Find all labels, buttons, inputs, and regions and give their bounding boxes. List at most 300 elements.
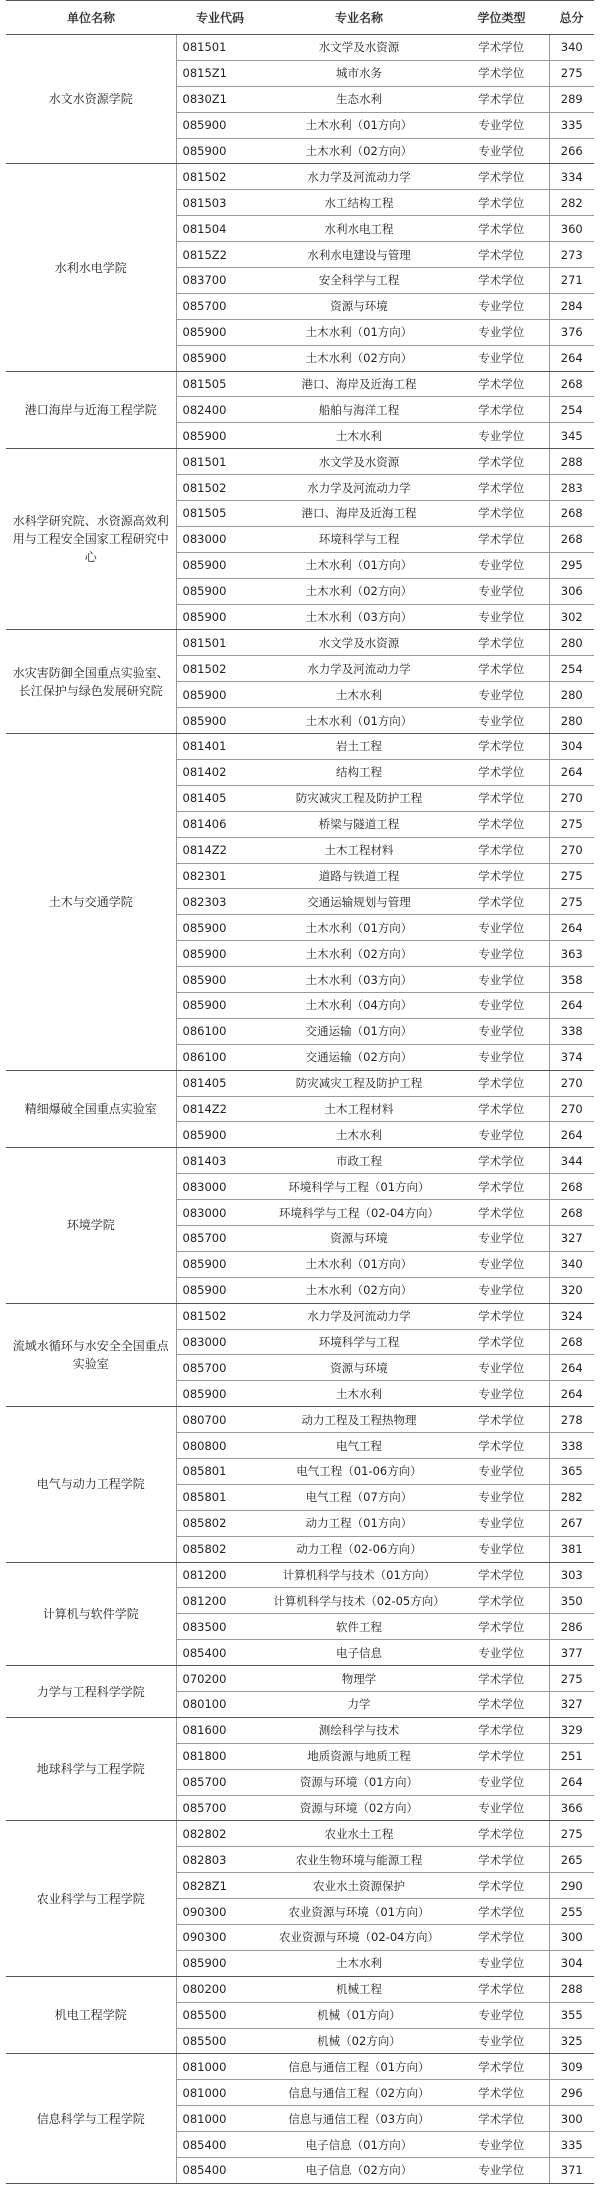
- degree-type-cell: 专业学位: [454, 345, 549, 371]
- table-header-row: [6, 1, 594, 35]
- degree-type-cell: 专业学位: [454, 1381, 549, 1407]
- major-name-cell: 水力学及河流动力学: [264, 475, 454, 501]
- total-score-cell: 340: [549, 1251, 594, 1277]
- total-score-cell: 338: [549, 1018, 594, 1044]
- total-score-cell: 329: [549, 1717, 594, 1743]
- table-row: [6, 630, 594, 656]
- major-code-cell: 085900: [176, 552, 264, 578]
- degree-type-cell: 专业学位: [454, 2002, 549, 2028]
- total-score-cell: 300: [549, 2106, 594, 2132]
- total-score-cell: 275: [549, 863, 594, 889]
- total-score-cell: 264: [549, 992, 594, 1018]
- degree-type-cell: 学术学位: [454, 1899, 549, 1925]
- total-score-cell: 325: [549, 2028, 594, 2054]
- major-code-cell: 085400: [176, 1640, 264, 1666]
- total-score-cell: 264: [549, 1381, 594, 1407]
- major-code-cell: 081406: [176, 811, 264, 837]
- total-score-cell: 275: [549, 1666, 594, 1692]
- total-score-cell: 295: [549, 552, 594, 578]
- major-name-cell: 土木水利: [264, 1122, 454, 1148]
- major-code-cell: 085900: [176, 578, 264, 604]
- total-score-cell: 371: [549, 2158, 594, 2184]
- major-name-cell: 信息与通信工程（02方向）: [264, 2080, 454, 2106]
- major-name-cell: 地质资源与地质工程: [264, 1743, 454, 1769]
- unit-name-cell: 地球科学与工程学院: [6, 1717, 176, 1821]
- major-name-cell: 水力学及河流动力学: [264, 656, 454, 682]
- major-code-cell: 0830Z1: [176, 86, 264, 112]
- major-name-cell: 农业资源与环境（02-04方向）: [264, 1925, 454, 1951]
- major-name-cell: 土木水利（02方向）: [264, 345, 454, 371]
- major-code-cell: 085900: [176, 423, 264, 449]
- degree-type-cell: 学术学位: [454, 1303, 549, 1329]
- major-code-cell: 081000: [176, 2080, 264, 2106]
- degree-type-cell: 专业学位: [454, 1795, 549, 1821]
- major-name-cell: 水力学及河流动力学: [264, 164, 454, 190]
- major-code-cell: 085900: [176, 992, 264, 1018]
- major-code-cell: 083000: [176, 526, 264, 552]
- degree-type-cell: 学术学位: [454, 190, 549, 216]
- degree-type-cell: 学术学位: [454, 86, 549, 112]
- table-body: [6, 35, 594, 2184]
- unit-name-cell: 流域水循环与水安全全国重点实验室: [6, 1303, 176, 1407]
- degree-type-cell: 学术学位: [454, 1148, 549, 1174]
- table-row: [6, 449, 594, 475]
- total-score-cell: 275: [549, 811, 594, 837]
- table-row: [6, 1666, 594, 1692]
- major-name-cell: 船舶与海洋工程: [264, 397, 454, 423]
- unit-name-cell: 水灾害防御全国重点实验室、长江保护与绿色发展研究院: [6, 630, 176, 734]
- total-score-cell: 266: [549, 138, 594, 164]
- degree-type-cell: 学术学位: [454, 1096, 549, 1122]
- major-code-cell: 085900: [176, 319, 264, 345]
- total-score-cell: 350: [549, 1588, 594, 1614]
- major-name-cell: 市政工程: [264, 1148, 454, 1174]
- major-name-cell: 土木水利: [264, 423, 454, 449]
- major-code-cell: 090300: [176, 1925, 264, 1951]
- header-unit: 单位名称: [6, 1, 176, 35]
- total-score-cell: 270: [549, 1070, 594, 1096]
- total-score-cell: 271: [549, 268, 594, 294]
- major-name-cell: 港口、海岸及近海工程: [264, 371, 454, 397]
- degree-type-cell: 专业学位: [454, 319, 549, 345]
- major-code-cell: 0815Z1: [176, 60, 264, 86]
- major-code-cell: 081403: [176, 1148, 264, 1174]
- major-name-cell: 电子信息（01方向）: [264, 2132, 454, 2158]
- total-score-cell: 327: [549, 1225, 594, 1251]
- total-score-cell: 296: [549, 2080, 594, 2106]
- major-name-cell: 环境科学与工程: [264, 526, 454, 552]
- major-name-cell: 资源与环境（02方向）: [264, 1795, 454, 1821]
- unit-name-cell: 计算机与软件学院: [6, 1562, 176, 1666]
- major-code-cell: 082301: [176, 863, 264, 889]
- major-name-cell: 水工结构工程: [264, 190, 454, 216]
- degree-type-cell: 专业学位: [454, 1458, 549, 1484]
- major-code-cell: 085500: [176, 2002, 264, 2028]
- total-score-cell: 270: [549, 1096, 594, 1122]
- major-code-cell: 080800: [176, 1433, 264, 1459]
- total-score-cell: 302: [549, 604, 594, 630]
- major-name-cell: 测绘科学与技术: [264, 1717, 454, 1743]
- major-name-cell: 土木水利（02方向）: [264, 578, 454, 604]
- header-score: 总分: [549, 1, 594, 35]
- major-code-cell: 081402: [176, 759, 264, 785]
- unit-name-cell: 信息科学与工程学院: [6, 2054, 176, 2183]
- table-row: [6, 1821, 594, 1847]
- table-row: [6, 1717, 594, 1743]
- major-code-cell: 083700: [176, 268, 264, 294]
- major-name-cell: 电子信息（02方向）: [264, 2158, 454, 2184]
- major-code-cell: 081501: [176, 630, 264, 656]
- degree-type-cell: 专业学位: [454, 1044, 549, 1070]
- major-code-cell: 082303: [176, 889, 264, 915]
- total-score-cell: 255: [549, 1899, 594, 1925]
- major-name-cell: 软件工程: [264, 1614, 454, 1640]
- major-name-cell: 岩土工程: [264, 734, 454, 760]
- total-score-cell: 275: [549, 1821, 594, 1847]
- degree-type-cell: 学术学位: [454, 1614, 549, 1640]
- major-name-cell: 电气工程: [264, 1433, 454, 1459]
- degree-type-cell: 学术学位: [454, 449, 549, 475]
- total-score-cell: 264: [549, 345, 594, 371]
- table-row: [6, 1976, 594, 2002]
- total-score-cell: 268: [549, 1329, 594, 1355]
- major-name-cell: 物理学: [264, 1666, 454, 1692]
- degree-type-cell: 专业学位: [454, 992, 549, 1018]
- major-name-cell: 土木水利（03方向）: [264, 967, 454, 993]
- total-score-cell: 376: [549, 319, 594, 345]
- degree-type-cell: 专业学位: [454, 1950, 549, 1976]
- header-major: 专业名称: [264, 1, 454, 35]
- degree-type-cell: 专业学位: [454, 138, 549, 164]
- major-name-cell: 土木工程材料: [264, 1096, 454, 1122]
- major-code-cell: 085802: [176, 1510, 264, 1536]
- major-name-cell: 计算机科学与技术（01方向）: [264, 1562, 454, 1588]
- degree-type-cell: 专业学位: [454, 915, 549, 941]
- total-score-cell: 288: [549, 1976, 594, 2002]
- major-name-cell: 安全科学与工程: [264, 268, 454, 294]
- degree-type-cell: 学术学位: [454, 1666, 549, 1692]
- degree-type-cell: 学术学位: [454, 2106, 549, 2132]
- major-name-cell: 交通运输规划与管理: [264, 889, 454, 915]
- admission-score-table: [6, 0, 594, 2184]
- total-score-cell: 268: [549, 1200, 594, 1226]
- major-name-cell: 农业水土工程: [264, 1821, 454, 1847]
- major-name-cell: 水力学及河流动力学: [264, 1303, 454, 1329]
- header-degree-type: 学位类型: [454, 1, 549, 35]
- total-score-cell: 251: [549, 1743, 594, 1769]
- total-score-cell: 286: [549, 1614, 594, 1640]
- major-code-cell: 085700: [176, 1225, 264, 1251]
- major-name-cell: 动力工程及工程热物理: [264, 1407, 454, 1433]
- major-code-cell: 085700: [176, 1795, 264, 1821]
- total-score-cell: 309: [549, 2054, 594, 2080]
- degree-type-cell: 学术学位: [454, 656, 549, 682]
- degree-type-cell: 学术学位: [454, 811, 549, 837]
- major-name-cell: 信息与通信工程（03方向）: [264, 2106, 454, 2132]
- major-code-cell: 085900: [176, 138, 264, 164]
- degree-type-cell: 学术学位: [454, 1821, 549, 1847]
- major-code-cell: 081405: [176, 785, 264, 811]
- degree-type-cell: 专业学位: [454, 2132, 549, 2158]
- unit-name-cell: 机电工程学院: [6, 1976, 176, 2054]
- major-code-cell: 080200: [176, 1976, 264, 2002]
- major-code-cell: 081200: [176, 1588, 264, 1614]
- total-score-cell: 334: [549, 164, 594, 190]
- total-score-cell: 268: [549, 371, 594, 397]
- total-score-cell: 273: [549, 242, 594, 268]
- major-name-cell: 生态水利: [264, 86, 454, 112]
- major-name-cell: 防灾减灾工程及防护工程: [264, 1070, 454, 1096]
- degree-type-cell: 学术学位: [454, 1873, 549, 1899]
- major-name-cell: 资源与环境: [264, 1355, 454, 1381]
- degree-type-cell: 学术学位: [454, 759, 549, 785]
- major-code-cell: 083000: [176, 1174, 264, 1200]
- major-name-cell: 交通运输（01方向）: [264, 1018, 454, 1044]
- total-score-cell: 275: [549, 889, 594, 915]
- degree-type-cell: 学术学位: [454, 501, 549, 527]
- degree-type-cell: 学术学位: [454, 2080, 549, 2106]
- total-score-cell: 306: [549, 578, 594, 604]
- major-code-cell: 086100: [176, 1044, 264, 1070]
- table-row: [6, 2054, 594, 2080]
- major-name-cell: 环境科学与工程: [264, 1329, 454, 1355]
- total-score-cell: 365: [549, 1458, 594, 1484]
- total-score-cell: 304: [549, 734, 594, 760]
- major-name-cell: 水文学及水资源: [264, 35, 454, 61]
- major-name-cell: 道路与铁道工程: [264, 863, 454, 889]
- total-score-cell: 327: [549, 1692, 594, 1718]
- total-score-cell: 335: [549, 2132, 594, 2158]
- table-row: [6, 1070, 594, 1096]
- total-score-cell: 284: [549, 293, 594, 319]
- total-score-cell: 264: [549, 1769, 594, 1795]
- major-code-cell: 080700: [176, 1407, 264, 1433]
- degree-type-cell: 学术学位: [454, 630, 549, 656]
- major-code-cell: 081501: [176, 449, 264, 475]
- unit-name-cell: 水文水资源学院: [6, 35, 176, 164]
- degree-type-cell: 专业学位: [454, 2028, 549, 2054]
- degree-type-cell: 专业学位: [454, 2158, 549, 2184]
- major-code-cell: 085500: [176, 2028, 264, 2054]
- total-score-cell: 374: [549, 1044, 594, 1070]
- total-score-cell: 320: [549, 1277, 594, 1303]
- total-score-cell: 270: [549, 837, 594, 863]
- total-score-cell: 377: [549, 1640, 594, 1666]
- total-score-cell: 303: [549, 1562, 594, 1588]
- degree-type-cell: 学术学位: [454, 1329, 549, 1355]
- major-code-cell: 085900: [176, 604, 264, 630]
- unit-name-cell: 环境学院: [6, 1148, 176, 1303]
- total-score-cell: 283: [549, 475, 594, 501]
- total-score-cell: 270: [549, 785, 594, 811]
- major-name-cell: 交通运输（02方向）: [264, 1044, 454, 1070]
- total-score-cell: 363: [549, 941, 594, 967]
- total-score-cell: 268: [549, 501, 594, 527]
- degree-type-cell: 专业学位: [454, 682, 549, 708]
- major-name-cell: 机械（01方向）: [264, 2002, 454, 2028]
- major-code-cell: 0828Z1: [176, 1873, 264, 1899]
- major-name-cell: 土木水利（02方向）: [264, 941, 454, 967]
- major-code-cell: 085900: [176, 1122, 264, 1148]
- total-score-cell: 358: [549, 967, 594, 993]
- degree-type-cell: 学术学位: [454, 785, 549, 811]
- total-score-cell: 254: [549, 397, 594, 423]
- total-score-cell: 344: [549, 1148, 594, 1174]
- major-name-cell: 电气工程（01-06方向）: [264, 1458, 454, 1484]
- major-name-cell: 电气工程（07方向）: [264, 1484, 454, 1510]
- total-score-cell: 280: [549, 708, 594, 734]
- total-score-cell: 268: [549, 526, 594, 552]
- major-name-cell: 环境科学与工程（01方向）: [264, 1174, 454, 1200]
- total-score-cell: 275: [549, 60, 594, 86]
- major-code-cell: 081502: [176, 656, 264, 682]
- degree-type-cell: 专业学位: [454, 967, 549, 993]
- major-name-cell: 动力工程（01方向）: [264, 1510, 454, 1536]
- total-score-cell: 264: [549, 1355, 594, 1381]
- major-name-cell: 水文学及水资源: [264, 630, 454, 656]
- degree-type-cell: 学术学位: [454, 2054, 549, 2080]
- total-score-cell: 282: [549, 1484, 594, 1510]
- major-name-cell: 土木水利（01方向）: [264, 319, 454, 345]
- major-code-cell: 085700: [176, 293, 264, 319]
- degree-type-cell: 学术学位: [454, 371, 549, 397]
- degree-type-cell: 学术学位: [454, 1743, 549, 1769]
- degree-type-cell: 学术学位: [454, 1200, 549, 1226]
- total-score-cell: 268: [549, 1174, 594, 1200]
- total-score-cell: 335: [549, 112, 594, 138]
- major-code-cell: 085900: [176, 1251, 264, 1277]
- degree-type-cell: 专业学位: [454, 604, 549, 630]
- unit-name-cell: 水科学研究院、水资源高效利用与工程安全国家工程研究中心: [6, 449, 176, 630]
- degree-type-cell: 学术学位: [454, 1717, 549, 1743]
- major-name-cell: 土木水利（01方向）: [264, 1251, 454, 1277]
- major-name-cell: 动力工程（02-06方向）: [264, 1536, 454, 1562]
- degree-type-cell: 专业学位: [454, 552, 549, 578]
- degree-type-cell: 学术学位: [454, 1692, 549, 1718]
- total-score-cell: 278: [549, 1407, 594, 1433]
- major-name-cell: 资源与环境: [264, 293, 454, 319]
- major-code-cell: 082400: [176, 397, 264, 423]
- degree-type-cell: 专业学位: [454, 1277, 549, 1303]
- major-name-cell: 农业生物环境与能源工程: [264, 1847, 454, 1873]
- major-code-cell: 085900: [176, 112, 264, 138]
- degree-type-cell: 专业学位: [454, 1640, 549, 1666]
- total-score-cell: 282: [549, 190, 594, 216]
- major-name-cell: 土木水利: [264, 1381, 454, 1407]
- degree-type-cell: 学术学位: [454, 526, 549, 552]
- major-code-cell: 085900: [176, 915, 264, 941]
- total-score-cell: 264: [549, 759, 594, 785]
- major-code-cell: 070200: [176, 1666, 264, 1692]
- major-name-cell: 土木水利（03方向）: [264, 604, 454, 630]
- total-score-cell: 340: [549, 35, 594, 61]
- major-name-cell: 机械（02方向）: [264, 2028, 454, 2054]
- major-name-cell: 电子信息: [264, 1640, 454, 1666]
- degree-type-cell: 专业学位: [454, 1510, 549, 1536]
- total-score-cell: 345: [549, 423, 594, 449]
- major-name-cell: 防灾减灾工程及防护工程: [264, 785, 454, 811]
- major-code-cell: 086100: [176, 1018, 264, 1044]
- major-code-cell: 081401: [176, 734, 264, 760]
- major-name-cell: 土木水利（04方向）: [264, 992, 454, 1018]
- degree-type-cell: 学术学位: [454, 1976, 549, 2002]
- degree-type-cell: 学术学位: [454, 1562, 549, 1588]
- total-score-cell: 355: [549, 2002, 594, 2028]
- degree-type-cell: 学术学位: [454, 475, 549, 501]
- unit-name-cell: 港口海岸与近海工程学院: [6, 371, 176, 449]
- major-code-cell: 085900: [176, 1950, 264, 1976]
- major-code-cell: 080100: [176, 1692, 264, 1718]
- unit-name-cell: 水利水电学院: [6, 164, 176, 371]
- degree-type-cell: 学术学位: [454, 164, 549, 190]
- total-score-cell: 290: [549, 1873, 594, 1899]
- major-name-cell: 水文学及水资源: [264, 449, 454, 475]
- unit-name-cell: 精细爆破全国重点实验室: [6, 1070, 176, 1148]
- table-row: [6, 35, 594, 61]
- degree-type-cell: 专业学位: [454, 1251, 549, 1277]
- major-code-cell: 0814Z2: [176, 837, 264, 863]
- degree-type-cell: 专业学位: [454, 112, 549, 138]
- major-code-cell: 085801: [176, 1484, 264, 1510]
- major-code-cell: 085700: [176, 1355, 264, 1381]
- degree-type-cell: 专业学位: [454, 423, 549, 449]
- degree-type-cell: 专业学位: [454, 941, 549, 967]
- major-code-cell: 085801: [176, 1458, 264, 1484]
- total-score-cell: 280: [549, 630, 594, 656]
- major-code-cell: 085900: [176, 967, 264, 993]
- degree-type-cell: 学术学位: [454, 60, 549, 86]
- table-row: [6, 734, 594, 760]
- major-code-cell: 081502: [176, 164, 264, 190]
- degree-type-cell: 专业学位: [454, 1018, 549, 1044]
- major-code-cell: 081505: [176, 501, 264, 527]
- major-name-cell: 机械工程: [264, 1976, 454, 2002]
- major-code-cell: 083000: [176, 1200, 264, 1226]
- total-score-cell: 366: [549, 1795, 594, 1821]
- degree-type-cell: 学术学位: [454, 863, 549, 889]
- major-name-cell: 计算机科学与技术（02-05方向）: [264, 1588, 454, 1614]
- major-code-cell: 081501: [176, 35, 264, 61]
- table-row: [6, 164, 594, 190]
- major-code-cell: 090300: [176, 1899, 264, 1925]
- major-code-cell: 085900: [176, 1381, 264, 1407]
- major-name-cell: 农业资源与环境（01方向）: [264, 1899, 454, 1925]
- major-code-cell: 081200: [176, 1562, 264, 1588]
- major-name-cell: 土木水利（01方向）: [264, 915, 454, 941]
- degree-type-cell: 学术学位: [454, 734, 549, 760]
- table-row: [6, 1148, 594, 1174]
- major-code-cell: 085802: [176, 1536, 264, 1562]
- degree-type-cell: 专业学位: [454, 708, 549, 734]
- total-score-cell: 280: [549, 682, 594, 708]
- major-code-cell: 081504: [176, 216, 264, 242]
- degree-type-cell: 专业学位: [454, 1769, 549, 1795]
- degree-type-cell: 学术学位: [454, 1433, 549, 1459]
- major-name-cell: 土木水利: [264, 1950, 454, 1976]
- major-name-cell: 城市水务: [264, 60, 454, 86]
- unit-name-cell: 力学与工程科学学院: [6, 1666, 176, 1718]
- major-name-cell: 资源与环境: [264, 1225, 454, 1251]
- major-name-cell: 力学: [264, 1692, 454, 1718]
- major-name-cell: 信息与通信工程（01方向）: [264, 2054, 454, 2080]
- major-name-cell: 土木工程材料: [264, 837, 454, 863]
- table-row: [6, 1407, 594, 1433]
- degree-type-cell: 学术学位: [454, 1847, 549, 1873]
- degree-type-cell: 专业学位: [454, 1225, 549, 1251]
- table-row: [6, 1303, 594, 1329]
- major-name-cell: 土木水利（01方向）: [264, 552, 454, 578]
- major-code-cell: 083000: [176, 1329, 264, 1355]
